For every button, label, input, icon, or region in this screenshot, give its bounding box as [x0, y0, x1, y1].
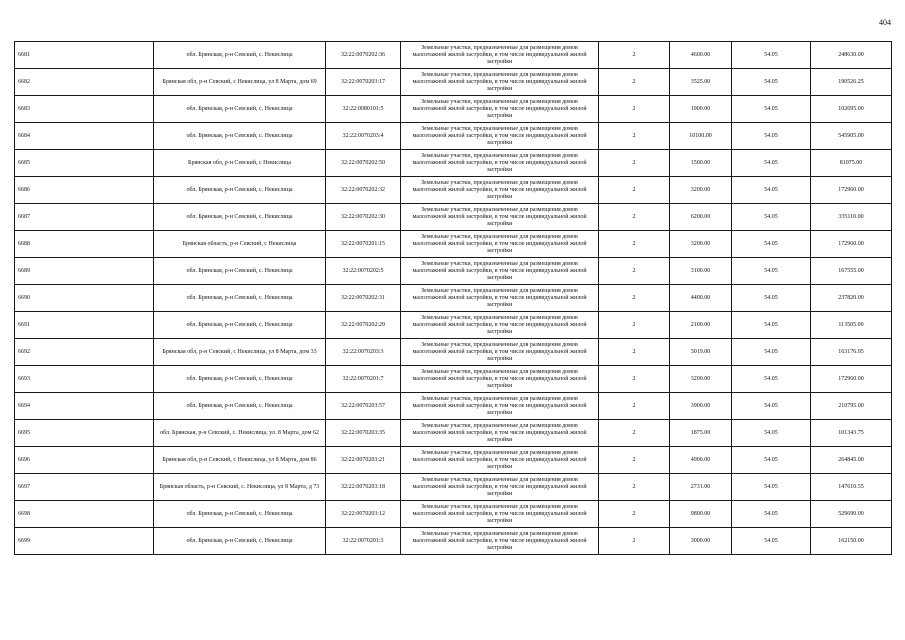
area-cell: 3100.00	[670, 258, 732, 285]
table-row	[15, 258, 892, 285]
category-cell: 2	[599, 96, 670, 123]
address-cell: обл. Брянская, р-н Севский, с. Некислица	[154, 42, 326, 69]
table-row	[15, 123, 892, 150]
cadastral-value-cell: 237820.00	[811, 285, 892, 312]
permitted-use-cell: Земельные участки, предназначенные для размещения домов малоэтажной жилой застройки, в том числе индивидуальной жилой застройки	[401, 528, 599, 555]
row-number-cell: 6686	[15, 177, 154, 204]
permitted-use-cell: Земельные участки, предназначенные для размещения домов малоэтажной жилой застройки, в том числе индивидуальной жилой застройки	[401, 96, 599, 123]
area-cell: 1875.00	[670, 420, 732, 447]
cadastral-number-cell: 32:22:0070202:5	[326, 258, 401, 285]
address-cell: Брянская обл, р-н Севский, с Некислица, ул 8 Марта, дом 33	[154, 339, 326, 366]
row-number-cell: 6689	[15, 258, 154, 285]
row-number-cell: 6699	[15, 528, 154, 555]
cadastral-number-cell: 32:22:0070203:21	[326, 447, 401, 474]
category-cell: 2	[599, 393, 670, 420]
cadastral-value-cell: 162150.00	[811, 528, 892, 555]
permitted-use-cell: Земельные участки, предназначенные для размещения домов малоэтажной жилой застройки, в том числе индивидуальной жилой застройки	[401, 339, 599, 366]
cadastral-number-cell: 32:22:0070202:50	[326, 150, 401, 177]
row-number-cell: 6684	[15, 123, 154, 150]
address-cell: Брянская область, р-н Севский, с Некислица	[154, 231, 326, 258]
address-cell: обл. Брянская, р-н Севский, с. Некислица	[154, 501, 326, 528]
address-cell: Брянская обл, р-н Севский, с Некислица, ул 8 Марта, дом 69	[154, 69, 326, 96]
cadastral-value-cell: 545905.00	[811, 123, 892, 150]
permitted-use-cell: Земельные участки, предназначенные для размещения домов малоэтажной жилой застройки, в том числе индивидуальной жилой застройки	[401, 285, 599, 312]
permitted-use-cell: Земельные участки, предназначенные для размещения домов малоэтажной жилой застройки, в том числе индивидуальной жилой застройки	[401, 69, 599, 96]
table-row	[15, 474, 892, 501]
row-number-cell: 6693	[15, 366, 154, 393]
table-row	[15, 96, 892, 123]
page-number: 404	[879, 18, 891, 27]
area-cell: 9800.00	[670, 501, 732, 528]
rate-cell: 54.05	[732, 177, 811, 204]
rate-cell: 54.05	[732, 42, 811, 69]
address-cell: обл. Брянская, р-н Севский, с. Некислица	[154, 177, 326, 204]
table-row	[15, 204, 892, 231]
category-cell: 2	[599, 339, 670, 366]
category-cell: 2	[599, 258, 670, 285]
cadastral-number-cell: 32:22:0070203:57	[326, 393, 401, 420]
area-cell: 3200.00	[670, 231, 732, 258]
rate-cell: 54.05	[732, 258, 811, 285]
cadastral-number-cell: 32:22:0070203:4	[326, 123, 401, 150]
category-cell: 2	[599, 420, 670, 447]
cadastral-value-cell: 190526.25	[811, 69, 892, 96]
address-cell: Брянская область, р-н Севский, с. Некислица, ул 8 Марта, д 73	[154, 474, 326, 501]
area-cell: 4400.00	[670, 285, 732, 312]
cadastral-number-cell: 32:22:0070202:31	[326, 285, 401, 312]
table-row	[15, 393, 892, 420]
category-cell: 2	[599, 528, 670, 555]
permitted-use-cell: Земельные участки, предназначенные для размещения домов малоэтажной жилой застройки, в том числе индивидуальной жилой застройки	[401, 312, 599, 339]
land-plots-table	[14, 41, 892, 555]
address-cell: Брянская обл, р-н Севский, с Некислица	[154, 150, 326, 177]
rate-cell: 54.05	[732, 285, 811, 312]
rate-cell: 54.05	[732, 474, 811, 501]
rate-cell: 54.05	[732, 231, 811, 258]
area-cell: 3000.00	[670, 528, 732, 555]
cadastral-value-cell: 264845.00	[811, 447, 892, 474]
area-cell: 2731.00	[670, 474, 732, 501]
table-row	[15, 528, 892, 555]
cadastral-number-cell: 32:22:0070201:3	[326, 528, 401, 555]
permitted-use-cell: Земельные участки, предназначенные для размещения домов малоэтажной жилой застройки, в том числе индивидуальной жилой застройки	[401, 177, 599, 204]
address-cell: обл. Брянская, р-н Севский, с. Некислица	[154, 393, 326, 420]
category-cell: 2	[599, 285, 670, 312]
cadastral-number-cell: 32:22:0070203:3	[326, 339, 401, 366]
permitted-use-cell: Земельные участки, предназначенные для размещения домов малоэтажной жилой застройки, в том числе индивидуальной жилой застройки	[401, 231, 599, 258]
table-row	[15, 339, 892, 366]
cadastral-value-cell: 113505.00	[811, 312, 892, 339]
permitted-use-cell: Земельные участки, предназначенные для размещения домов малоэтажной жилой застройки, в том числе индивидуальной жилой застройки	[401, 447, 599, 474]
permitted-use-cell: Земельные участки, предназначенные для размещения домов малоэтажной жилой застройки, в том числе индивидуальной жилой застройки	[401, 150, 599, 177]
area-cell: 2100.00	[670, 312, 732, 339]
cadastral-number-cell: 32:22:0070201:7	[326, 366, 401, 393]
table-row	[15, 69, 892, 96]
permitted-use-cell: Земельные участки, предназначенные для размещения домов малоэтажной жилой застройки, в том числе индивидуальной жилой застройки	[401, 393, 599, 420]
row-number-cell: 6697	[15, 474, 154, 501]
category-cell: 2	[599, 42, 670, 69]
rate-cell: 54.05	[732, 312, 811, 339]
category-cell: 2	[599, 231, 670, 258]
row-number-cell: 6695	[15, 420, 154, 447]
category-cell: 2	[599, 123, 670, 150]
rate-cell: 54.05	[732, 528, 811, 555]
cadastral-value-cell: 529690.00	[811, 501, 892, 528]
rate-cell: 54.05	[732, 393, 811, 420]
area-cell: 1900.00	[670, 96, 732, 123]
category-cell: 2	[599, 312, 670, 339]
rate-cell: 54.05	[732, 69, 811, 96]
cadastral-number-cell: 32:22:0070202:32	[326, 177, 401, 204]
cadastral-value-cell: 101343.75	[811, 420, 892, 447]
area-cell: 3200.00	[670, 366, 732, 393]
address-cell: обл. Брянская, р-н Севский, с. Некислица	[154, 123, 326, 150]
rate-cell: 54.05	[732, 366, 811, 393]
table-row	[15, 285, 892, 312]
cadastral-value-cell: 172960.00	[811, 231, 892, 258]
permitted-use-cell: Земельные участки, предназначенные для размещения домов малоэтажной жилой застройки, в том числе индивидуальной жилой застройки	[401, 258, 599, 285]
cadastral-value-cell: 210795.00	[811, 393, 892, 420]
cadastral-value-cell: 102695.00	[811, 96, 892, 123]
permitted-use-cell: Земельные участки, предназначенные для размещения домов малоэтажной жилой застройки, в том числе индивидуальной жилой застройки	[401, 123, 599, 150]
cadastral-number-cell: 32:22:0070202:30	[326, 204, 401, 231]
table-body	[15, 42, 892, 555]
row-number-cell: 6690	[15, 285, 154, 312]
row-number-cell: 6694	[15, 393, 154, 420]
table-row	[15, 447, 892, 474]
table-row	[15, 177, 892, 204]
address-cell: обл. Брянская, р-н Севский, с. Некислица	[154, 285, 326, 312]
area-cell: 3200.00	[670, 177, 732, 204]
row-number-cell: 6692	[15, 339, 154, 366]
category-cell: 2	[599, 150, 670, 177]
table-row	[15, 231, 892, 258]
rate-cell: 54.05	[732, 447, 811, 474]
rate-cell: 54.05	[732, 96, 811, 123]
cadastral-value-cell: 81075.00	[811, 150, 892, 177]
address-cell: обл. Брянская, р-н Севский, с. Некислица	[154, 312, 326, 339]
cadastral-number-cell: 32:22:0070203:12	[326, 501, 401, 528]
row-number-cell: 6687	[15, 204, 154, 231]
cadastral-number-cell: 32:22:0070201:15	[326, 231, 401, 258]
permitted-use-cell: Земельные участки, предназначенные для размещения домов малоэтажной жилой застройки, в том числе индивидуальной жилой застройки	[401, 474, 599, 501]
address-cell: Брянская обл, р-н Севский, с Некислица, ул 8 Марта, дом 86	[154, 447, 326, 474]
cadastral-number-cell: 32:22:0080101:5	[326, 96, 401, 123]
rate-cell: 54.05	[732, 123, 811, 150]
row-number-cell: 6696	[15, 447, 154, 474]
table-row	[15, 366, 892, 393]
address-cell: обл. Брянская, р-н Севский, с. Некислица	[154, 96, 326, 123]
category-cell: 2	[599, 69, 670, 96]
table-row	[15, 312, 892, 339]
table-row	[15, 42, 892, 69]
cadastral-number-cell: 32:22:0070203:17	[326, 69, 401, 96]
row-number-cell: 6682	[15, 69, 154, 96]
area-cell: 3900.00	[670, 393, 732, 420]
row-number-cell: 6688	[15, 231, 154, 258]
area-cell: 1500.00	[670, 150, 732, 177]
area-cell: 6200.00	[670, 204, 732, 231]
cadastral-number-cell: 32:22:0070202:36	[326, 42, 401, 69]
rate-cell: 54.05	[732, 420, 811, 447]
table-row	[15, 420, 892, 447]
address-cell: обл. Брянская, р-н Севский, с. Некислица, ул. 8 Марта, дом 62	[154, 420, 326, 447]
row-number-cell: 6698	[15, 501, 154, 528]
cadastral-value-cell: 172960.00	[811, 177, 892, 204]
address-cell: обл. Брянская, р-н Севский, с. Некислица	[154, 528, 326, 555]
permitted-use-cell: Земельные участки, предназначенные для размещения домов малоэтажной жилой застройки, в том числе индивидуальной жилой застройки	[401, 420, 599, 447]
cadastral-value-cell: 248630.00	[811, 42, 892, 69]
area-cell: 4900.00	[670, 447, 732, 474]
rate-cell: 54.05	[732, 204, 811, 231]
area-cell: 10100.00	[670, 123, 732, 150]
table-row	[15, 150, 892, 177]
area-cell: 3019.00	[670, 339, 732, 366]
cadastral-value-cell: 335110.00	[811, 204, 892, 231]
rate-cell: 54.05	[732, 501, 811, 528]
cadastral-number-cell: 32:22:0070203:18	[326, 474, 401, 501]
category-cell: 2	[599, 366, 670, 393]
cadastral-number-cell: 32:22:0070203:35	[326, 420, 401, 447]
cadastral-value-cell: 147610.55	[811, 474, 892, 501]
address-cell: обл. Брянская, р-н Севский, с. Некислица	[154, 366, 326, 393]
permitted-use-cell: Земельные участки, предназначенные для размещения домов малоэтажной жилой застройки, в том числе индивидуальной жилой застройки	[401, 501, 599, 528]
category-cell: 2	[599, 474, 670, 501]
permitted-use-cell: Земельные участки, предназначенные для размещения домов малоэтажной жилой застройки, в том числе индивидуальной жилой застройки	[401, 204, 599, 231]
row-number-cell: 6685	[15, 150, 154, 177]
cadastral-value-cell: 167555.00	[811, 258, 892, 285]
permitted-use-cell: Земельные участки, предназначенные для размещения домов малоэтажной жилой застройки, в том числе индивидуальной жилой застройки	[401, 42, 599, 69]
row-number-cell: 6683	[15, 96, 154, 123]
rate-cell: 54.05	[732, 150, 811, 177]
category-cell: 2	[599, 447, 670, 474]
address-cell: обл. Брянская, р-н Севский, с. Некислица	[154, 258, 326, 285]
cadastral-value-cell: 172960.00	[811, 366, 892, 393]
row-number-cell: 6681	[15, 42, 154, 69]
cadastral-value-cell: 163176.95	[811, 339, 892, 366]
cadastral-number-cell: 32:22:0070202:29	[326, 312, 401, 339]
rate-cell: 54.05	[732, 339, 811, 366]
category-cell: 2	[599, 177, 670, 204]
row-number-cell: 6691	[15, 312, 154, 339]
category-cell: 2	[599, 501, 670, 528]
table-row	[15, 501, 892, 528]
area-cell: 4600.00	[670, 42, 732, 69]
permitted-use-cell: Земельные участки, предназначенные для размещения домов малоэтажной жилой застройки, в том числе индивидуальной жилой застройки	[401, 366, 599, 393]
area-cell: 3525.00	[670, 69, 732, 96]
address-cell: обл. Брянская, р-н Севский, с. Некислица	[154, 204, 326, 231]
category-cell: 2	[599, 204, 670, 231]
